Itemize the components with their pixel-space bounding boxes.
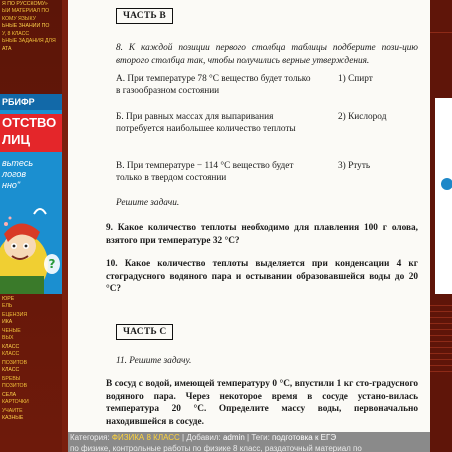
post-footer bbox=[68, 432, 430, 452]
sidebar-link[interactable]: ЕЛЬ bbox=[2, 302, 13, 309]
left-sidebar bbox=[0, 0, 62, 452]
sidebar-link[interactable]: КЛАСС bbox=[2, 350, 20, 357]
ad-banner[interactable] bbox=[0, 94, 62, 294]
footer-tags-line[interactable]: по физике, контрольные работы по физике 8 класс, раздаточный материал по bbox=[70, 444, 362, 452]
sidebar-link[interactable]: ЬНЫЕ ЗНАНИЙ ПО bbox=[2, 22, 50, 29]
banner-headline bbox=[0, 114, 62, 152]
author-link[interactable]: admin bbox=[222, 433, 245, 442]
sidebar-link[interactable]: КЛАСС bbox=[2, 366, 20, 373]
question-9: 9. Какое количество теплоты необходимо для плавления 100 г олова, взятого при температуре 32 °С? bbox=[106, 223, 418, 246]
row-b-left: Б. При равных массах для выпаривания потребуется наибольшее количество теплоты bbox=[116, 112, 296, 134]
question-8: 8. К каждой позиции первого столбца таблицы подберите пози-цию второго столбца так, чтобы получились верные утверждения. bbox=[116, 43, 418, 66]
row-c-left: В. При температуре − 114 °С вещество будет только в твердом состоянии bbox=[116, 161, 294, 183]
right-ad-box[interactable] bbox=[435, 98, 452, 294]
sidebar-link[interactable]: УЧАЙТЕ bbox=[2, 408, 23, 414]
sidebar-link[interactable]: ЫЙ МАТЕРИАЛ ПО bbox=[2, 7, 50, 14]
question-11: 11. Решите задачу. bbox=[116, 356, 192, 366]
row-a-left: А. При температуре 78 °С вещество будет только в газообразном состоянии bbox=[116, 74, 311, 96]
sidebar-link[interactable]: КАРТОЧКИ bbox=[2, 398, 29, 405]
banner-brand: РБИФР bbox=[0, 94, 62, 110]
sidebar-links-bottom bbox=[0, 296, 62, 424]
sidebar-link[interactable]: КАЗНЫЕ bbox=[2, 414, 24, 421]
solve-problems-label: Решите задачи. bbox=[116, 198, 180, 208]
sidebar-link[interactable]: СЕЛА bbox=[2, 392, 17, 398]
sidebar-link[interactable]: ЮРЕ bbox=[2, 296, 15, 302]
task-text: В сосуд с водой, имеющей температуру 0 °С, впустили 1 кг сто-градусного водяного пара. Через некоторое время в сосуде устано-вилась температура 20 °С. Определите массу воды, первоначально находившейся в сосуде. bbox=[106, 379, 418, 427]
tags-label: | Теги: bbox=[247, 433, 270, 442]
sidebar-link[interactable]: БРЕВЫ bbox=[2, 376, 21, 382]
part-b-heading: ЧАСТЬ В bbox=[116, 8, 173, 24]
cartoon-illustration bbox=[0, 194, 62, 294]
sidebar-link[interactable]: ИКА bbox=[2, 318, 13, 325]
banner-question-mark: ? bbox=[48, 257, 56, 271]
row-a-right: 1) Спирт bbox=[338, 74, 373, 84]
sidebar-link[interactable]: ВЫХ bbox=[2, 334, 14, 341]
author-label: | Добавил: bbox=[182, 433, 221, 442]
row-b-right: 2) Кислород bbox=[338, 112, 387, 122]
sidebar-links-top bbox=[0, 0, 62, 53]
sidebar-link[interactable]: ПОЗИТОВ bbox=[2, 382, 28, 389]
banner-subtitle-text: вьтесь логов нно" bbox=[2, 158, 34, 190]
sidebar-link[interactable]: КОМУ ЯЗЫКУ bbox=[2, 16, 36, 22]
tag-link[interactable]: подготовка к ЕГЭ bbox=[272, 433, 337, 442]
sidebar-link[interactable]: ЕЦЕНЗИЯ bbox=[2, 312, 28, 318]
banner-subtitle bbox=[2, 158, 62, 191]
right-links bbox=[430, 300, 452, 377]
part-c-heading: ЧАСТЬ С bbox=[116, 324, 173, 340]
row-c-right: 3) Ртуть bbox=[338, 161, 371, 171]
banner-headline-text: ОТСТВО ЛИЦ bbox=[2, 115, 57, 147]
sidebar-link[interactable]: ПОЗИТОВ bbox=[2, 360, 28, 366]
sidebar-link[interactable]: Я ПО РУССКОМУ» bbox=[2, 1, 48, 7]
right-block-top bbox=[430, 0, 452, 33]
sidebar-link[interactable]: АТА bbox=[2, 46, 12, 52]
document-page bbox=[68, 0, 430, 452]
sidebar-link[interactable]: ЧЕНЫЕ bbox=[2, 328, 21, 334]
category-link[interactable]: ФИЗИКА 8 КЛАСС bbox=[111, 433, 180, 442]
ad-graphic-icon bbox=[435, 98, 452, 294]
sidebar-link[interactable]: ЬНЫЕ ЗАДАНИЯ ДЛЯ bbox=[2, 37, 56, 44]
sidebar-link[interactable]: КЛАСС bbox=[2, 344, 20, 350]
question-10: 10. Какое количество теплоты выделяется при конденсации 4 кг стоградусного водяного пара и остывании образовавшейся воды до 20 °С? bbox=[106, 259, 418, 294]
category-label: Категория: bbox=[70, 433, 110, 442]
right-sidebar bbox=[430, 0, 452, 452]
sidebar-link[interactable]: У, 8 КЛАСС bbox=[2, 31, 30, 37]
